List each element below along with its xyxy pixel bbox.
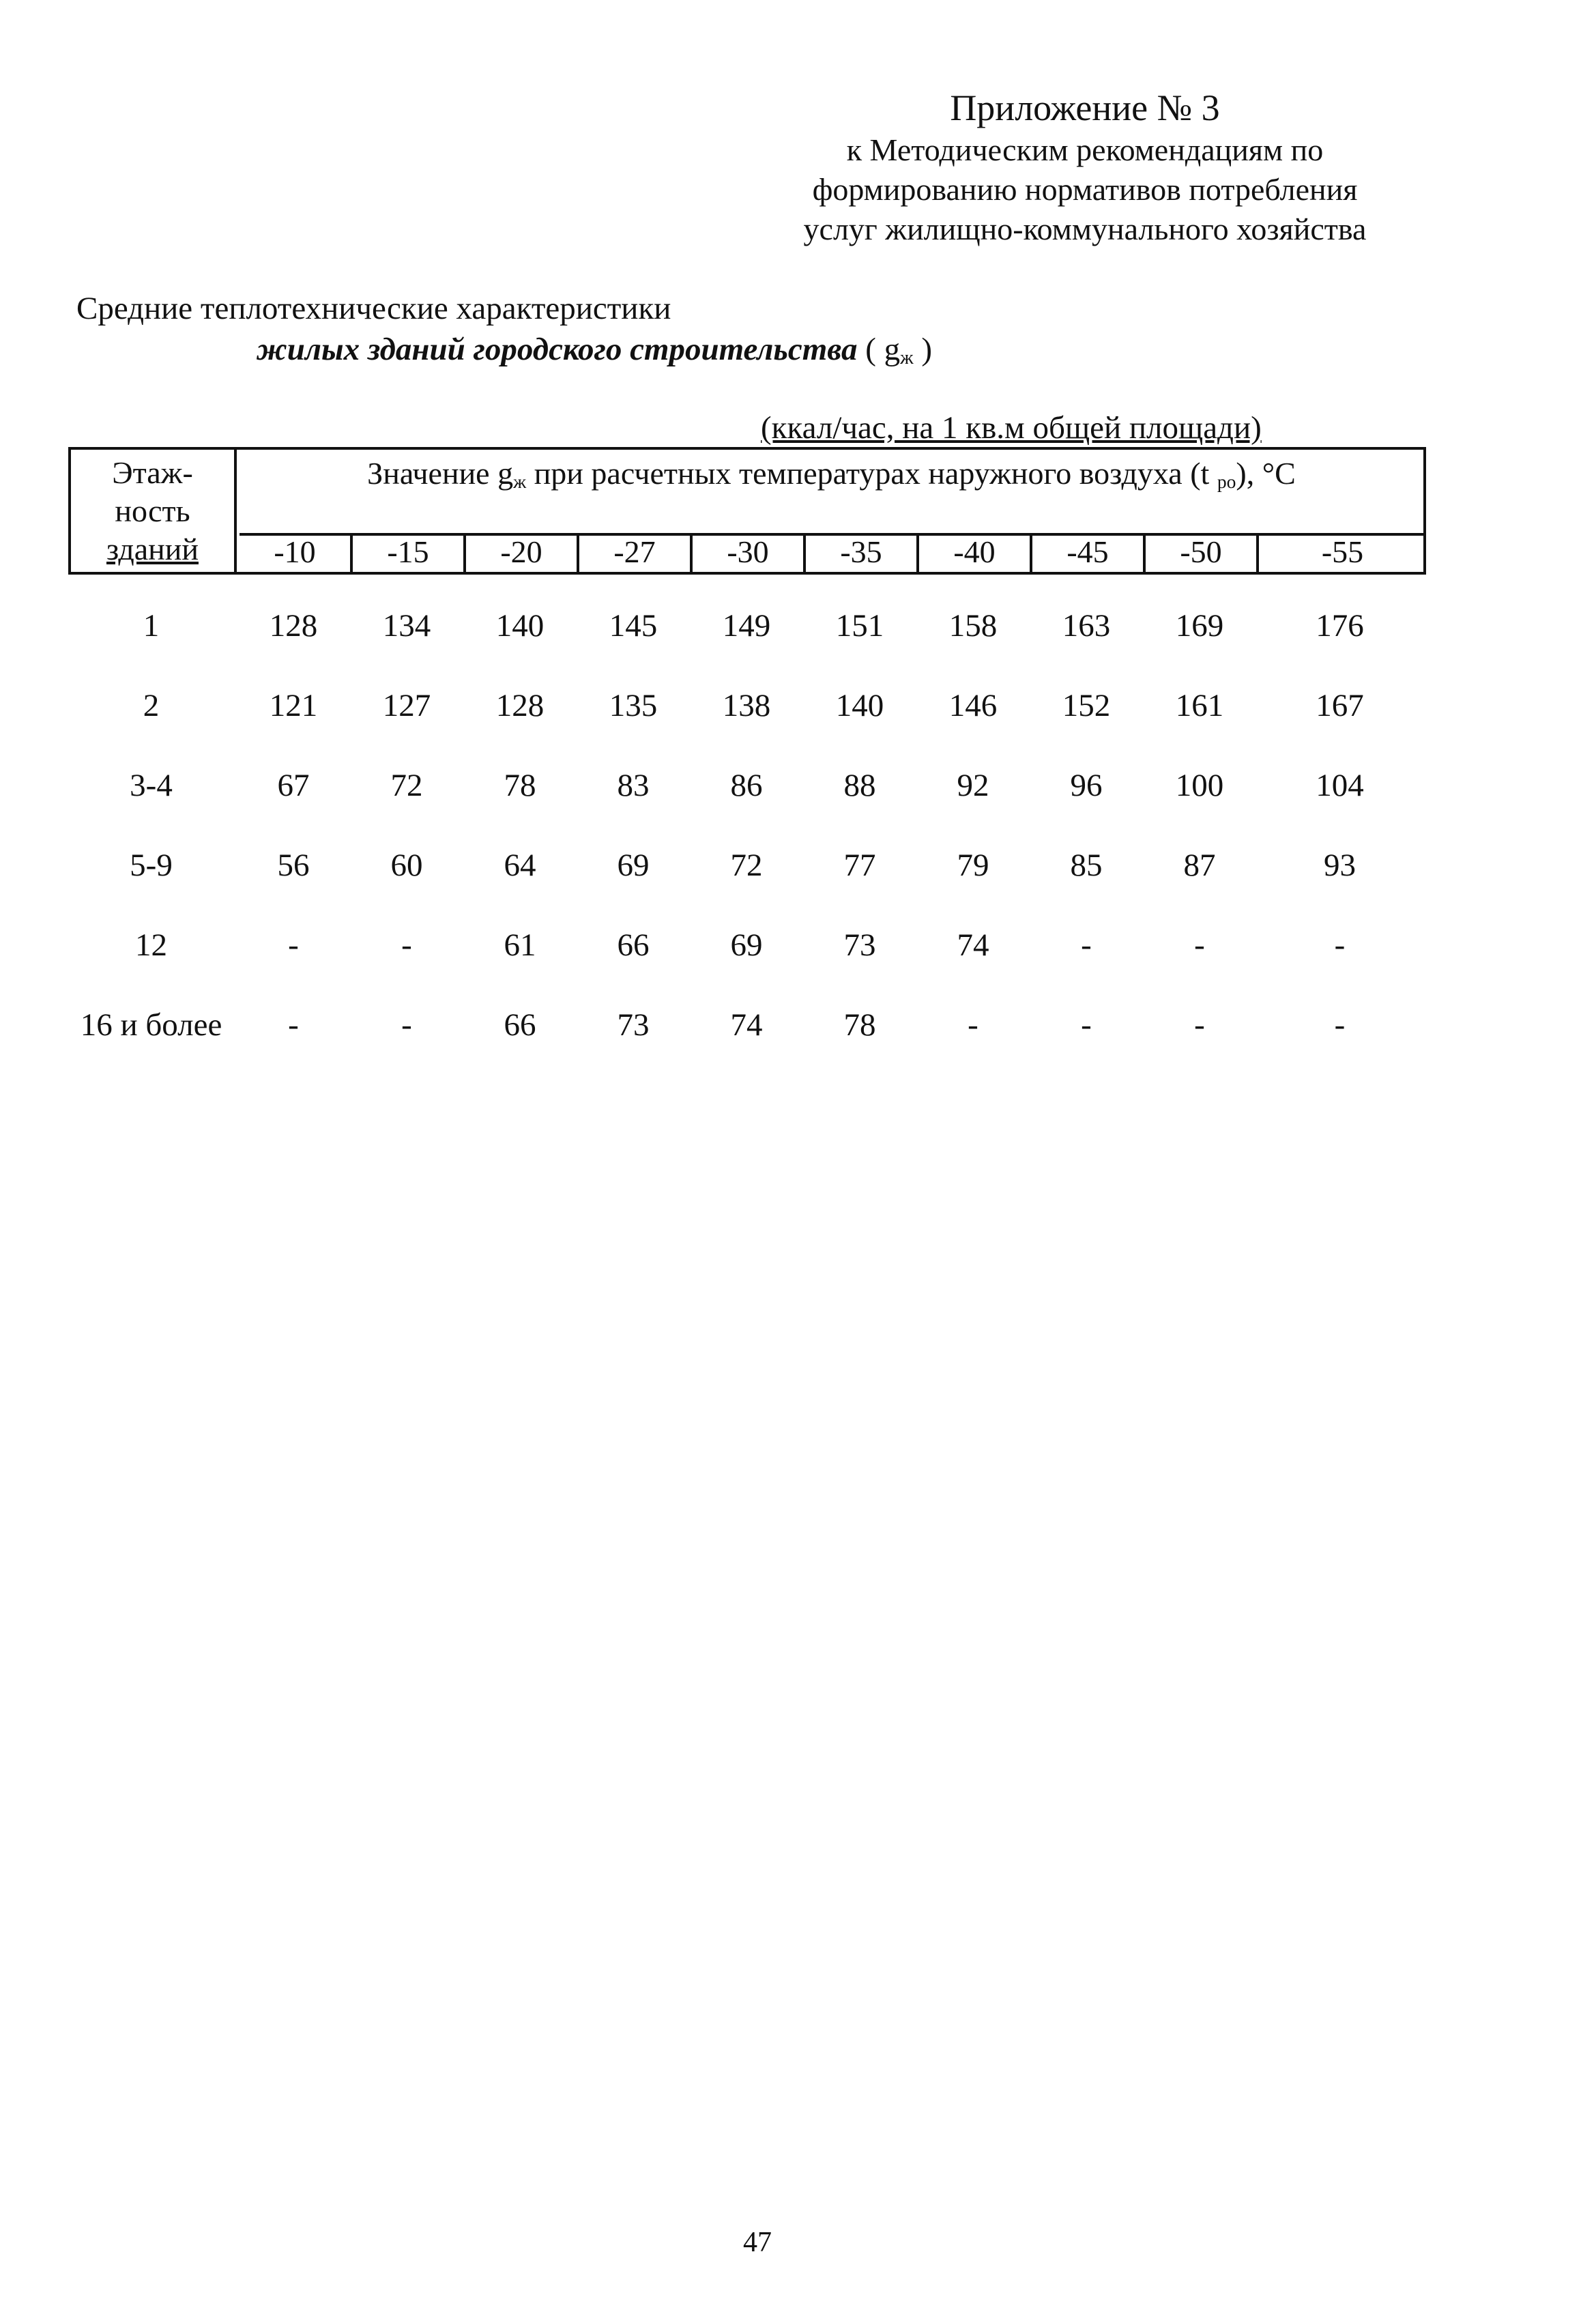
value-cell: 87 — [1183, 848, 1216, 883]
floors-header — [71, 450, 237, 572]
value-cell: 60 — [390, 848, 423, 883]
value-cell: 66 — [617, 927, 650, 963]
value-cell: 69 — [617, 848, 650, 883]
value-cell: - — [1081, 927, 1092, 963]
value-cell: 61 — [504, 927, 536, 963]
value-cell: 56 — [277, 848, 310, 883]
value-cell: 169 — [1175, 608, 1224, 644]
value-cell: - — [288, 1007, 299, 1043]
document-title-italic: жилых зданий городского строительства — [257, 332, 858, 367]
values-header-caption — [240, 450, 1423, 536]
value-cell: 140 — [835, 688, 884, 723]
floors-cell: 5-9 — [130, 848, 173, 883]
value-cell: 163 — [1062, 608, 1111, 644]
value-cell: 176 — [1316, 608, 1364, 644]
temperature-header-row — [240, 533, 1423, 572]
units-note: (ккал/час, на 1 кв.м общей площади) — [761, 410, 1262, 446]
value-cell: 151 — [835, 608, 884, 644]
value-cell: 92 — [957, 768, 989, 803]
caption-post: ), °С — [1236, 456, 1296, 491]
value-cell: - — [401, 1007, 412, 1043]
value-cell: - — [1194, 1007, 1205, 1043]
temperature-header-cell: -40 — [919, 533, 1032, 572]
temperature-header-cell: -35 — [806, 533, 919, 572]
value-cell: 161 — [1175, 688, 1224, 723]
table-row — [68, 607, 1426, 648]
value-cell: 140 — [495, 608, 545, 644]
temperature-header-cell: -27 — [579, 533, 693, 572]
value-cell: 74 — [730, 1007, 763, 1043]
value-cell: - — [1081, 1007, 1092, 1043]
caption-sub-1: ж — [513, 471, 527, 493]
floors-cell: 16 и более — [80, 1007, 222, 1043]
value-cell: 134 — [382, 608, 431, 644]
temperature-header-cell: -55 — [1321, 534, 1364, 569]
value-cell: 128 — [269, 608, 318, 644]
value-cell: 74 — [957, 927, 989, 963]
value-cell: 72 — [390, 768, 423, 803]
value-cell: 167 — [1316, 688, 1364, 723]
value-cell: 78 — [504, 768, 536, 803]
floors-cell: 12 — [135, 927, 167, 963]
floors-cell: 3-4 — [130, 768, 173, 803]
temperature-header-cell: -50 — [1146, 533, 1259, 572]
value-cell: 86 — [730, 768, 763, 803]
value-cell: 67 — [277, 768, 310, 803]
caption-pre: Значение g — [367, 456, 514, 491]
value-cell: - — [1194, 927, 1205, 963]
value-cell: 66 — [504, 1007, 536, 1043]
value-cell: 72 — [730, 848, 763, 883]
value-cell: - — [288, 927, 299, 963]
value-cell: 96 — [1070, 768, 1103, 803]
value-cell: 93 — [1324, 848, 1356, 883]
floors-cell: 2 — [143, 688, 160, 723]
table-row — [68, 687, 1426, 728]
appendix-title: Приложение № 3 — [950, 87, 1220, 128]
title-symbol-close: ) — [913, 332, 932, 367]
caption-sub-2: ро — [1217, 471, 1236, 493]
value-cell: 78 — [843, 1007, 876, 1043]
temperature-header-cell: -20 — [466, 533, 579, 572]
value-cell: 104 — [1316, 768, 1364, 803]
value-cell: 100 — [1175, 768, 1224, 803]
value-cell: 138 — [722, 688, 771, 723]
table-row — [68, 767, 1426, 808]
table-row — [68, 847, 1426, 888]
value-cell: 64 — [504, 848, 536, 883]
temperature-header-cell: -15 — [353, 533, 466, 572]
title-symbol-open: ( g — [857, 332, 901, 367]
table-header — [68, 447, 1426, 575]
value-cell: 88 — [843, 768, 876, 803]
appendix-line-2: формированию нормативов потребления — [812, 172, 1358, 207]
document-title-line-2 — [257, 331, 932, 369]
value-cell: 79 — [957, 848, 989, 883]
value-cell: 85 — [1070, 848, 1103, 883]
caption-mid: при расчетных температурах наружного воздуха (t — [526, 456, 1217, 491]
appendix-line-1: к Методическим рекомендациям по — [846, 132, 1324, 167]
temperature-header-cell: -10 — [240, 533, 353, 572]
appendix-reference — [744, 85, 1426, 249]
table-row — [68, 927, 1426, 968]
value-cell: 83 — [617, 768, 650, 803]
value-cell: 158 — [948, 608, 998, 644]
value-cell: - — [1334, 1007, 1346, 1043]
value-cell: 145 — [609, 608, 658, 644]
value-cell: 146 — [948, 688, 998, 723]
floors-cell: 1 — [143, 608, 160, 644]
document-title-line-1: Средние теплотехнические характеристики — [76, 291, 671, 326]
floors-header-line-1: Этаж- — [112, 455, 193, 490]
value-cell: 121 — [269, 688, 318, 723]
value-cell: 152 — [1062, 688, 1111, 723]
value-cell: - — [401, 927, 412, 963]
value-cell: 128 — [495, 688, 545, 723]
value-cell: - — [1334, 927, 1346, 963]
value-cell: 73 — [617, 1007, 650, 1043]
floors-header-line-3: зданий — [106, 532, 199, 566]
value-cell: 69 — [730, 927, 763, 963]
value-cell: 135 — [609, 688, 658, 723]
value-cell: 73 — [843, 927, 876, 963]
value-cell: 77 — [843, 848, 876, 883]
title-symbol-subscript: ж — [900, 347, 914, 369]
temperature-header-cell: -45 — [1032, 533, 1146, 572]
value-cell: - — [968, 1007, 978, 1043]
value-cell: 149 — [722, 608, 771, 644]
floors-header-line-2: ность — [115, 493, 190, 528]
value-cell: 127 — [382, 688, 431, 723]
appendix-line-3: услуг жилищно-коммунального хозяйства — [803, 212, 1367, 246]
page-number: 47 — [743, 2227, 772, 2258]
temperature-header-cell: -30 — [693, 533, 806, 572]
table-row — [68, 1007, 1426, 1048]
